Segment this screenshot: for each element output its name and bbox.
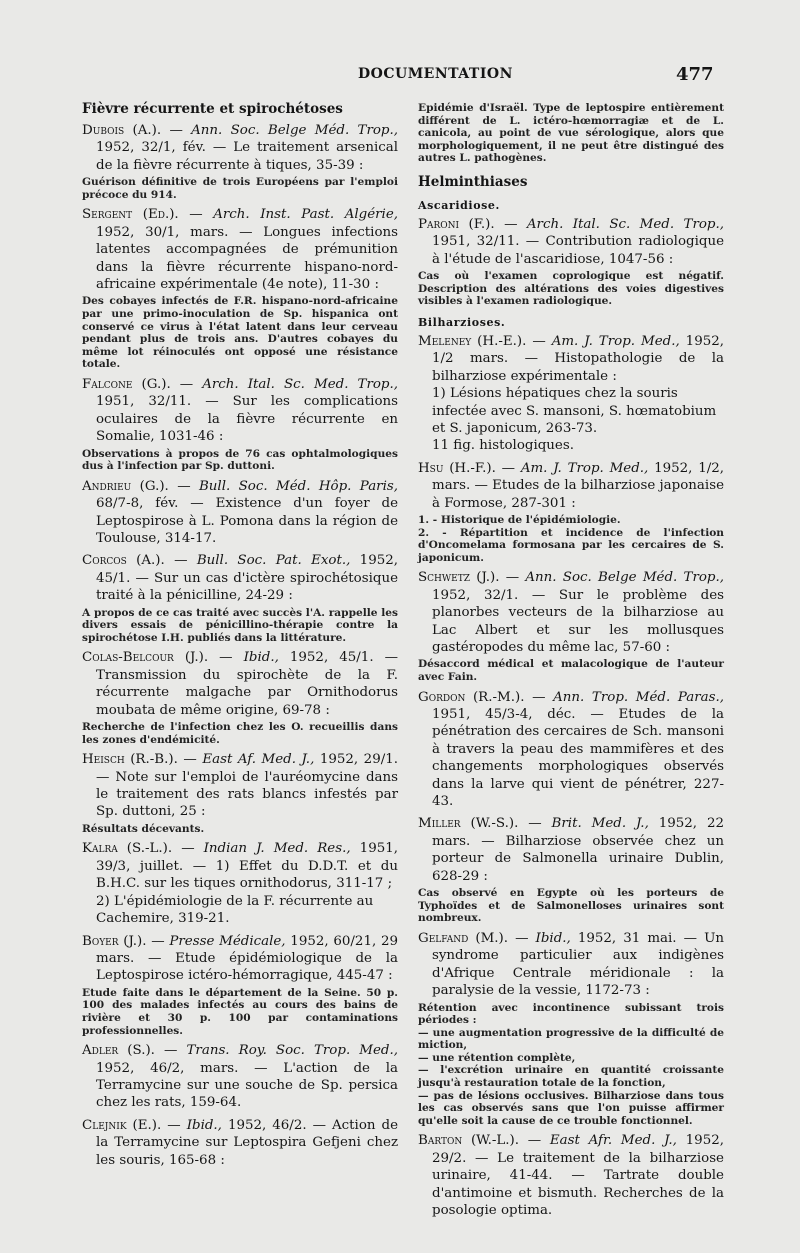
separator: — [499, 570, 526, 586]
annotation-line: — l'excrétion urinaire en quantité croissante jusqu'à restauration totale de la fonction, [418, 1064, 724, 1090]
annotation [82, 176, 398, 201]
reference [82, 478, 398, 548]
author: Falcone (G.). [82, 377, 171, 392]
author: Boyer (J.). [82, 933, 147, 949]
journal: Indian J. Med. Res., [203, 841, 351, 857]
annotation [82, 448, 398, 473]
journal: Ibid., [243, 650, 279, 666]
reference-extra: 2) L'épidémiologie de la F. récurrente au Cachemire, 319-21. [96, 893, 374, 927]
bibliography-entry [82, 1042, 398, 1112]
reference [82, 122, 398, 174]
reference [82, 1042, 398, 1112]
bibliography-entry [82, 751, 398, 835]
separator: — [519, 1133, 550, 1149]
separator: — [164, 553, 197, 569]
bibliography-entry [418, 930, 724, 1128]
annotation-line: — une rétention complète, [418, 1051, 576, 1064]
right-column [418, 100, 724, 1224]
separator: — [161, 123, 192, 138]
annotation [82, 721, 398, 746]
bibliography-entry [82, 1117, 398, 1169]
separator: — [168, 478, 199, 494]
annotation [82, 607, 398, 645]
left-entries [82, 122, 398, 1169]
author: Miller (W.-S.). [418, 816, 519, 832]
bibliography-entry [82, 122, 398, 201]
separator: — [146, 933, 170, 949]
annotation [418, 658, 724, 683]
bibliography-entry [418, 333, 724, 455]
journal: Trans. Roy. Soc. Trop. Med., [186, 1043, 399, 1059]
journal: Presse Médicale, [169, 933, 286, 949]
reference [418, 333, 724, 385]
journal: East Afr. Med. J., [549, 1133, 677, 1149]
reference [82, 649, 398, 719]
author: Hsu (H.-F.). [418, 460, 496, 476]
journal: Ibid., [186, 1117, 222, 1133]
reference [82, 206, 398, 293]
annotation [418, 887, 724, 925]
reference [82, 840, 398, 892]
author: Gordon (R.-M.). [418, 689, 525, 705]
subsection-title: Bilharzioses. [418, 315, 506, 329]
bibliography-entry [418, 815, 724, 924]
reference-details: 1951, 39/3, juillet. — 1) Effet du D.D.T. et du B.H.C. sur les tiques ornithodorus, 311-17 ; [96, 841, 399, 892]
author: Colas-Belcour (J.). [82, 650, 209, 666]
separator: — [494, 216, 527, 232]
author: Sergent (Ed.). [82, 207, 179, 223]
journal: Arch. Ital. Sc. Med. Trop., [526, 216, 724, 232]
section-title: Helminthiases [418, 173, 528, 190]
author: Clejnik (E.). [82, 1117, 162, 1133]
separator: — [524, 689, 554, 705]
separator: — [161, 1117, 187, 1133]
annotation-line: Résultats décevants. [82, 822, 205, 835]
annotation-line: A propos de ce cas traité avec succès l'A. rappelle les divers essais de pénicillino-thérapie contre la spirochétose I.H. publiés dans la littérature. [82, 606, 398, 644]
reference-details: 1951, 32/11. — Sur les complications oculaires de la fièvre récurrente en Somalie, 1031-46 : [96, 394, 398, 445]
reference [418, 689, 724, 811]
reference-details: 1952, 1/2, mars. — Etudes de la bilharziose japonaise à Formose, 287-301 : [432, 460, 725, 511]
reference-details: 1952, 32/1, fév. — Le traitement arsenical de la fièvre récurrente à tiques, 35-39 : [96, 140, 398, 173]
separator: — [508, 930, 536, 946]
reference [82, 1117, 398, 1169]
author: Adler (S.). [82, 1043, 155, 1059]
annotation-line: Cas où l'examen coprologique est négatif. Description des altérations des voies digestives visibles à l'examen radiologique. [418, 270, 724, 308]
journal: Ann. Soc. Belge Méd. Trop., [525, 570, 724, 586]
bibliography-entry [82, 376, 398, 473]
reference-details: 1952, 45/1. — Sur un cas d'ictère spirochétosique traité à la pénicilline, 24-29 : [96, 553, 399, 604]
reference-details: 1952, 46/2, mars. — L'action de la Terramycine sur une souche de Sp. persica chez les rats, 159-64. [96, 1060, 398, 1111]
author: Meleney (H.-E.). [418, 333, 527, 349]
author: Andrieu (G.). [82, 478, 169, 494]
annotation-line: — une augmentation progressive de la difficulté de miction, [418, 1026, 724, 1052]
annotation [418, 514, 724, 564]
annotation-line: Rétention avec incontinence subissant trois périodes : [418, 1001, 724, 1027]
journal: Bull. Soc. Pat. Exot., [196, 553, 351, 569]
annotation-line: — pas de lésions occlusives. Bilharziose dans tous les cas observés sans que l'on puisse affirmer qu'elle soit la cause de ce trouble fonctionnel. [418, 1089, 724, 1127]
annotation [418, 270, 724, 308]
reference-details: 1952, 45/1. — Transmission du spirochète de la F. récurrente malgache par Ornithodorus moubata de même origine, 69-78 : [96, 650, 399, 718]
reference [82, 933, 398, 985]
reference-details: 1952, 30/1, mars. — Longues infections latentes accompagnées de prémunition dans la fièvre récurrente hispano-nord-africaine expérimentale (4e note), 11-30 : [96, 224, 398, 293]
reference-details: 1952, 22 mars. — Bilharziose observée chez un porteur de Salmonella urinaire Dublin, 628-29 : [432, 816, 725, 884]
reference [418, 1132, 724, 1219]
annotation-line: 1. - Historique de l'épidémiologie. [418, 514, 621, 527]
separator: — [495, 460, 521, 476]
bibliography-entry [82, 478, 398, 548]
reference-line: 1) Lésions hépatiques chez la souris infectée avec S. mansoni, S. hœmatobium et S. japonicum, 263-73. [432, 386, 717, 436]
reference [418, 216, 724, 268]
author: Schwetz (J.). [418, 570, 500, 586]
annotation-line: Cas observé en Egypte où les porteurs de Typhoïdes et de Salmonelloses urinaires sont nombreux. [418, 887, 724, 925]
journal: Am. J. Trop. Med., [520, 460, 649, 476]
bibliography-entry [82, 649, 398, 746]
bibliography-entry [82, 840, 398, 927]
left-column [82, 100, 398, 1174]
annotation [82, 295, 398, 371]
journal: Arch. Inst. Past. Algérie, [213, 207, 399, 223]
annotation-line: Désaccord médical et malacologique de l'auteur avec Fain. [418, 658, 724, 684]
author: Paroni (F.). [418, 216, 495, 232]
reference [418, 569, 724, 656]
separator: — [178, 207, 214, 223]
annotation-line: Recherche de l'infection chez les O. recueillis dans les zones d'endémicité. [82, 721, 398, 746]
section-title: Fièvre récurrente et spirochétoses [82, 101, 343, 117]
separator: — [208, 650, 244, 666]
annotation-line: Guérison définitive de trois Européens par l'emploi précoce du 914. [82, 176, 398, 201]
bibliography-entry [418, 460, 724, 565]
reference-details: 1952, 31 mai. — Un syndrome particulier aux indigènes d'Afrique Centrale méridionale : la paralysie de la vessie, 1172-73 : [432, 930, 724, 999]
bibliography-entry [418, 569, 724, 683]
separator: — [518, 816, 552, 832]
journal: Bull. Soc. Méd. Hôp. Paris, [198, 478, 398, 494]
reference-details: 68/7-8, fév. — Existence d'un foyer de Leptospirose à L. Pomona dans la région de Toulouse, 314-17. [96, 496, 398, 547]
annotation-line: 2. - Répartition et incidence de l'infection d'Oncomelama formosana par les cercaires de S. japonicum. [418, 526, 724, 564]
reference-details: 1952, 29/2. — Le traitement de la bilharziose urinaire, 41-44. — Tartrate double d'antimoine et bismuth. Recherches de la posologie optima. [432, 1133, 724, 1219]
journal: Ann. Trop. Méd. Paras., [553, 689, 725, 705]
reference [82, 751, 398, 821]
reference [418, 930, 724, 1000]
reference-details: 1952, 32/1. — Sur le problème des planorbes vecteurs de la bilharziose au Lac Albert et sur les mollusques gastéropodes du même lac, 57-60 : [432, 587, 724, 656]
reference-details: 1952, 29/1. — Note sur l'emploi de l'auréomycine dans le traitement des rats blancs infestés par Sp. duttoni, 25 : [96, 752, 399, 820]
bibliography-entry [82, 933, 398, 1038]
annotation [82, 987, 398, 1037]
bibliography-entry [418, 1132, 724, 1219]
author: Barton (W.-L.). [418, 1133, 519, 1149]
author: Kalra (S.-L.). [82, 841, 173, 857]
bibliography-entry [82, 206, 398, 371]
author: Gelfand (M.). [418, 930, 509, 946]
journal: Arch. Ital. Sc. Med. Trop., [202, 377, 398, 392]
reference [82, 552, 398, 604]
annotation-line: Des cobayes infectés de F.R. hispano-nord-africaine par une primo-inoculation de Sp. hispanica ont conservé ce virus à l'état latent dans leur cerveau pendant plus de trois ans. D'autres cobayes du même lot réinoculés ont opposé une résistance totale. [82, 295, 398, 371]
journal: Ann. Soc. Belge Méd. Trop., [191, 123, 398, 138]
bibliography-entry [418, 689, 724, 811]
separator: — [172, 841, 204, 857]
reference [82, 376, 398, 446]
reference-details: 1951, 45/3-4, déc. — Etudes de la pénétration des cercaires de Sch. mansoni à travers la peau des mammifères et des changements morphologiques observés dans la larve qui vient de pénétrer, 227-43. [432, 707, 724, 810]
bibliography-entry [82, 552, 398, 644]
author: Corcos (A.). [82, 553, 165, 569]
reference-line: 11 fig. histologiques. [432, 438, 574, 454]
separator: — [170, 377, 203, 392]
reference-details: 1952, 1/2 mars. — Histopathologie de la bilharziose expérimentale : [432, 333, 725, 384]
reference-details: 1952, 60/21, 29 mars. — Etude épidémiologique de la Leptospirose ictéro-hémorragique, 445-47 : [96, 933, 398, 984]
author: Dubois (A.). [82, 123, 162, 138]
journal: Ibid., [535, 930, 571, 946]
page-number: 477 [676, 64, 714, 85]
separator: — [177, 752, 203, 768]
continuation-note: Epidémie d'Israël. Type de leptospire entièrement différent de L. ictéro-hœmorragiæ et de L. canicola, au point de vue sérologique, alors que morphologiquement, il ne peut être distingué des autres L. pathogènes. [418, 102, 724, 165]
annotation-line: Observations à propos de 76 cas ophtalmologiques dus à l'infection par Sp. duttoni. [82, 447, 398, 473]
annotation [82, 823, 398, 836]
journal: East Af. Med. J., [202, 752, 315, 768]
subsection-title: Ascaridiose. [418, 198, 500, 212]
running-head: DOCUMENTATION [358, 66, 513, 82]
reference [418, 815, 724, 885]
reference-details: 1951, 32/11. — Contribution radiologique à l'étude de l'ascaridiose, 1047-56 : [432, 234, 724, 267]
journal: Brit. Med. J., [551, 816, 649, 832]
author: Heisch (R.-B.). [82, 752, 178, 768]
journal: Am. J. Trop. Med., [551, 333, 680, 349]
separator: — [526, 333, 552, 349]
separator: — [154, 1043, 187, 1059]
annotation [418, 1002, 724, 1128]
bibliography-entry [418, 216, 724, 308]
right-groups [418, 199, 724, 1220]
reference-details: 1952, 46/2. — Action de la Terramycine sur Leptospira Gefjeni chez les souris, 165-68 : [96, 1117, 399, 1168]
annotation-line: Etude faite dans le département de la Seine. 50 p. 100 des malades infectés au cours des bains de rivière et 30 p. 100 par contaminations professionnelles. [82, 986, 398, 1037]
reference [418, 460, 724, 512]
